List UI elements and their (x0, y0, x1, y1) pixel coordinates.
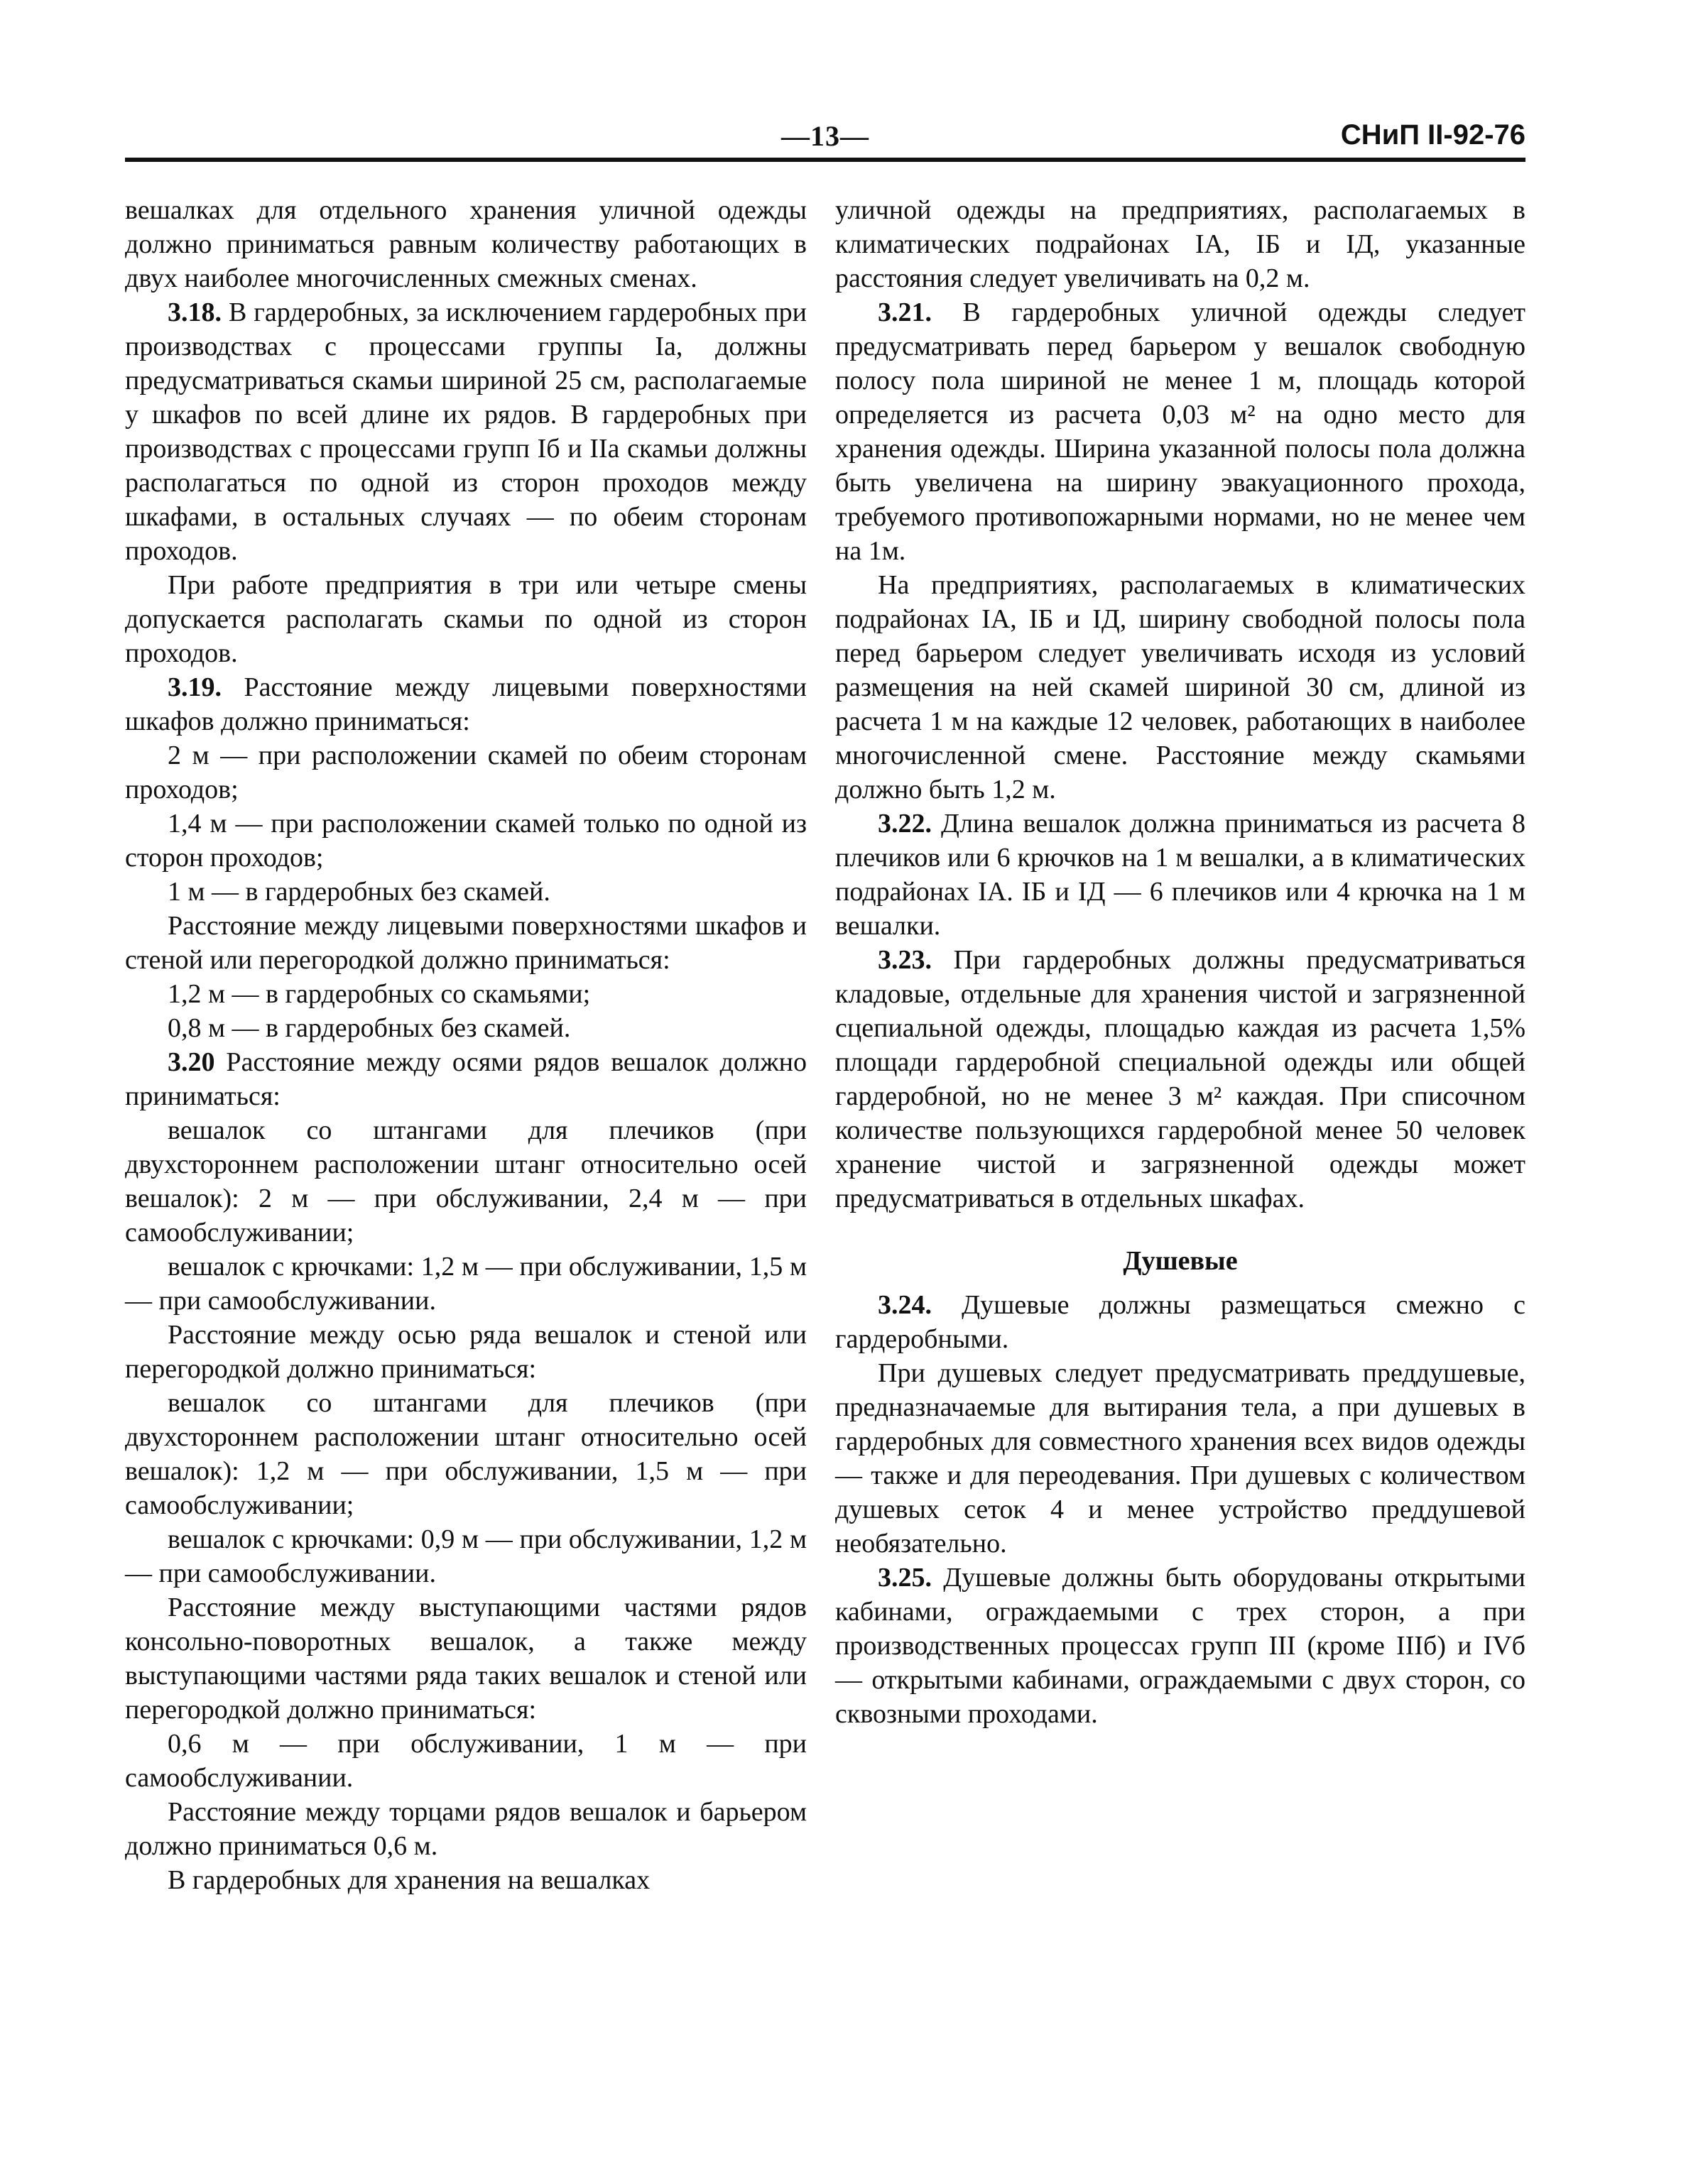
paragraph: При душевых следует предусматривать преддушевые, предназначаемые для вытирания тела, а при душевых в гардеробных для совместного хранения всех видов одежды — также и для переодевания. При душевых с количеством душевых сеток 4 и менее устройство преддушевой необязательно. (835, 1358, 1525, 1558)
clause-text: Расстояние между лицевыми поверхностями шкафов должно приниматься: (125, 672, 807, 736)
list-item: 2 м — при расположении скамей по обеим сторонам проходов; (125, 741, 807, 804)
clause-text: Расстояние между осями рядов вешалок должно приниматься: (125, 1047, 807, 1111)
clause-text: В гардеробных уличной одежды следует предусматривать перед барьером у вешалок свободную полосу пола шириной не менее 1 м, площадь которой определяется из расчета 0,03 м² на одно место для хранения одежды. Ширина указанной полосы пола должна быть увеличена на ширину эвакуационного прохода, требуемого противопожарными нормами, но не менее чем на 1м. (835, 297, 1525, 566)
clause-number: 3.24. (878, 1290, 932, 1320)
list-item: 0,6 м — при обслуживании, 1 м — при самообслуживании. (125, 1729, 807, 1793)
paragraph: вешалках для отдельного хранения уличной одежды должно приниматься равным количеству работающих в двух наиболее многочисленных смежных сменах. (125, 195, 807, 293)
list-item: 1,4 м — при расположении скамей только по одной из сторон проходов; (125, 809, 807, 873)
section-heading: Душевые (1123, 1246, 1238, 1276)
list-item: 0,8 м — в гардеробных без скамей. (168, 1013, 571, 1043)
clause-3-20 (125, 1045, 807, 1113)
page-header (125, 119, 1525, 156)
paragraph: В гардеробных для хранения на вешалках (168, 1865, 651, 1895)
paragraph: Расстояние между выступающими частями рядов консольно-поворотных вешалок, а также между выступающими частями ряда таких вешалок и стеной или перегородкой должно приниматься: (125, 1593, 807, 1725)
clause-3-24 (835, 1288, 1525, 1356)
clause-3-19 (125, 670, 807, 738)
clause-3-23 (835, 943, 1525, 1216)
paragraph: уличной одежды на предприятиях, располагаемых в климатических подрайонах IА, IБ и IД, указанные расстояния следует увеличивать на 0,2 м. (835, 195, 1525, 293)
clause-number: 3.20 (168, 1047, 215, 1077)
header-rule (125, 158, 1525, 162)
clause-number: 3.19. (168, 672, 222, 702)
document-code: СНиП II-92-76 (1340, 119, 1525, 151)
clause-number: 3.22. (878, 809, 932, 839)
list-item: вешалок с крючками: 1,2 м — при обслуживании, 1,5 м — при самообслуживании. (125, 1252, 807, 1316)
clause-text: При гардеробных должны предусматриваться кладовые, отдельные для хранения чистой и загрязненной сцепиальной одежды, площадью каждая из расчета 1,5% площади гардеробной специальной одежды или общей гардеробной, но не менее 3 м² каждая. При списочном количестве пользующихся гардеробной менее 50 человек хранение чистой и загрязненной одежды может предусматриваться в отдельных шкафах. (835, 945, 1525, 1213)
clause-text: Длина вешалок должна приниматься из расчета 8 плечиков или 6 крючков на 1 м вешалки, а в климатических подрайонах IА. IБ и IД — 6 плечиков или 4 крючка на 1 м вешалки. (835, 809, 1525, 941)
paragraph: Расстояние между торцами рядов вешалок и барьером должно приниматься 0,6 м. (125, 1797, 807, 1861)
clause-3-25 (835, 1561, 1525, 1731)
list-item: вешалок со штангами для плечиков (при двухстороннем расположении штанг относительно осей вешалок): 2 м — при обслуживании, 2,4 м — при самообслуживании; (125, 1115, 807, 1247)
clause-number: 3.23. (878, 945, 932, 975)
paragraph: На предприятиях, располагаемых в климатических подрайонах IА, IБ и IД, ширину свободной полосы пола перед барьером следует увеличивать исходя из условий размещения на ней скамей шириной 30 см, длиной из расчета 1 м на каждые 12 человек, работающих в наиболее многочисленной смене. Расстояние между скамьями должно быть 1,2 м. (835, 570, 1525, 804)
paragraph: При работе предприятия в три или четыре смены допускается располагать скамьи по одной из сторон проходов. (125, 570, 807, 668)
list-item: 1,2 м — в гардеробных со скамьями; (168, 979, 591, 1009)
clause-3-22 (835, 807, 1525, 943)
left-column (125, 193, 807, 1897)
list-item: 1 м — в гардеробных без скамей. (168, 877, 550, 907)
page-number: —13— (781, 120, 869, 152)
right-column (835, 193, 1525, 1731)
clause-number: 3.18. (168, 297, 222, 327)
list-item: вешалок со штангами для плечиков (при двухстороннем расположении штанг относительно осей вешалок): 1,2 м — при обслуживании, 1,5 м — при самообслуживании; (125, 1388, 807, 1520)
clause-text: Душевые должны быть оборудованы открытыми кабинами, ограждаемыми с трех сторон, а при производственных процессах групп III (кроме IIIб) и IVб — открытыми кабинами, ограждаемыми с двух сторон, со сквозными проходами. (835, 1563, 1525, 1729)
clause-text: Душевые должны размещаться смежно с гардеробными. (835, 1290, 1525, 1354)
clause-3-21 (835, 295, 1525, 568)
clause-number: 3.25. (878, 1563, 932, 1593)
list-item: вешалок с крючками: 0,9 м — при обслуживании, 1,2 м — при самообслуживании. (125, 1524, 807, 1588)
clause-number: 3.21. (878, 297, 932, 327)
clause-3-18 (125, 295, 807, 568)
paragraph: Расстояние между осью ряда вешалок и стеной или перегородкой должно приниматься: (125, 1320, 807, 1384)
clause-text: В гардеробных, за исключением гардеробных при производствах с процессами группы Iа, должны предусматриваться скамьи шириной 25 см, располагаемые у шкафов по всей длине их рядов. В гардеробных при производствах с процессами групп Iб и IIа скамьи должны располагаться по одной из сторон проходов между шкафами, в остальных случаях — по обеим сторонам проходов. (125, 297, 807, 566)
paragraph: Расстояние между лицевыми поверхностями шкафов и стеной или перегородкой должно приниматься: (125, 911, 807, 975)
